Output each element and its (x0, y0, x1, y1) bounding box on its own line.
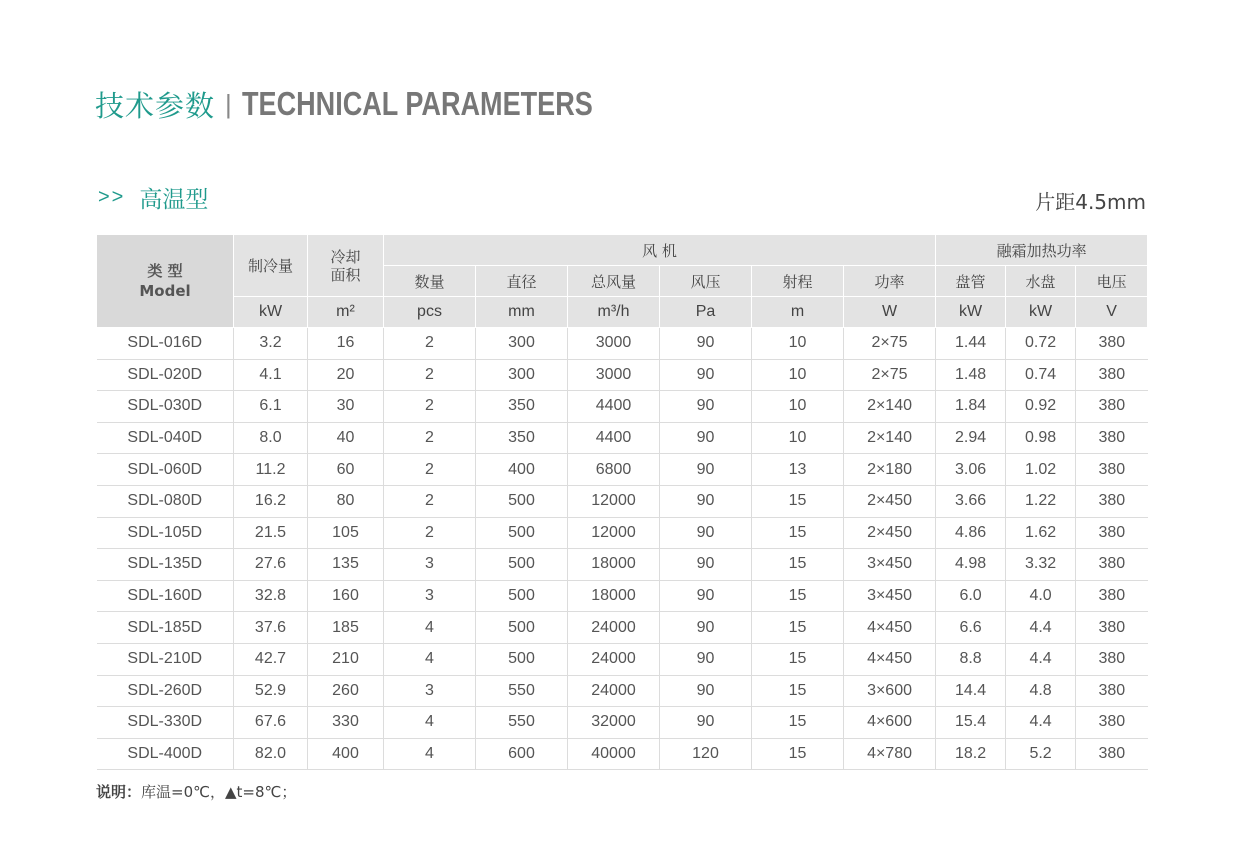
unit-fan-airflow: m³/h (568, 297, 660, 328)
unit-fan-diameter: mm (476, 297, 568, 328)
table-cell: 1.84 (936, 391, 1006, 423)
table-cell: 380 (1076, 485, 1148, 517)
table-cell: 18.2 (936, 738, 1006, 770)
table-cell: 2.94 (936, 422, 1006, 454)
table-cell: 3.32 (1006, 549, 1076, 581)
table-cell: 4.98 (936, 549, 1006, 581)
header-model (97, 235, 234, 328)
model-cell: SDL-210D (97, 643, 234, 675)
table-cell: 32000 (568, 707, 660, 739)
table-cell: 90 (660, 517, 752, 549)
table-cell: 11.2 (234, 454, 308, 486)
header-fan-group: 风 机 (384, 235, 936, 266)
table-cell: 3000 (568, 328, 660, 360)
table-cell: 8.0 (234, 422, 308, 454)
table-cell: 2×140 (844, 391, 936, 423)
table-row (97, 738, 1148, 770)
table-cell: 2 (384, 454, 476, 486)
table-cell: 90 (660, 328, 752, 360)
table-cell: 380 (1076, 359, 1148, 391)
table-cell: 4.4 (1006, 643, 1076, 675)
table-cell: 4.4 (1006, 707, 1076, 739)
fin-spacing-label: 片距4.5mm (1035, 190, 1146, 214)
model-cell: SDL-060D (97, 454, 234, 486)
table-cell: 90 (660, 454, 752, 486)
table-cell: 3.2 (234, 328, 308, 360)
table-row (97, 422, 1148, 454)
table-cell: 4.0 (1006, 580, 1076, 612)
table-cell: 1.48 (936, 359, 1006, 391)
header-fan-pressure: 风压 (660, 266, 752, 297)
header-defrost-coil: 盘管 (936, 266, 1006, 297)
table-cell: 3×450 (844, 580, 936, 612)
table-cell: 300 (476, 359, 568, 391)
table-cell: 42.7 (234, 643, 308, 675)
table-cell: 90 (660, 359, 752, 391)
table-row (97, 580, 1148, 612)
header-defrost-voltage: 电压 (1076, 266, 1148, 297)
table-cell: 550 (476, 675, 568, 707)
table-cell: 24000 (568, 612, 660, 644)
header-fan-diameter: 直径 (476, 266, 568, 297)
section-title: 高温型 (139, 186, 209, 213)
table-row (97, 675, 1148, 707)
unit-fan-throw: m (752, 297, 844, 328)
table-cell: 90 (660, 675, 752, 707)
model-cell: SDL-185D (97, 612, 234, 644)
unit-defrost-coil: kW (936, 297, 1006, 328)
table-cell: 4.86 (936, 517, 1006, 549)
table-cell: 3 (384, 580, 476, 612)
table-cell: 260 (308, 675, 384, 707)
table-cell: 2 (384, 485, 476, 517)
model-cell: SDL-080D (97, 485, 234, 517)
header-fan-qty: 数量 (384, 266, 476, 297)
table-cell: 15 (752, 612, 844, 644)
table-cell: 380 (1076, 391, 1148, 423)
table-cell: 2×140 (844, 422, 936, 454)
model-cell: SDL-020D (97, 359, 234, 391)
unit-capacity: kW (234, 297, 308, 328)
table-cell: 40 (308, 422, 384, 454)
table-cell: 380 (1076, 517, 1148, 549)
header-defrost-group: 融霜加热功率 (936, 235, 1148, 266)
table-cell: 15 (752, 643, 844, 675)
table-cell: 500 (476, 485, 568, 517)
table-cell: 4 (384, 738, 476, 770)
model-cell: SDL-030D (97, 391, 234, 423)
table-cell: 24000 (568, 675, 660, 707)
table-cell: 2×450 (844, 485, 936, 517)
table-cell: 5.2 (1006, 738, 1076, 770)
table-cell: 0.92 (1006, 391, 1076, 423)
table-cell: 80 (308, 485, 384, 517)
table-cell: 160 (308, 580, 384, 612)
header-fan-power: 功率 (844, 266, 936, 297)
table-cell: 14.4 (936, 675, 1006, 707)
table-row (97, 359, 1148, 391)
table-cell: 2 (384, 517, 476, 549)
table-cell: 500 (476, 643, 568, 675)
table-cell: 3.66 (936, 485, 1006, 517)
table-cell: 350 (476, 422, 568, 454)
model-cell: SDL-330D (97, 707, 234, 739)
title-english: TECHNICAL PARAMETERS (241, 85, 593, 122)
table-cell: 90 (660, 612, 752, 644)
table-cell: 10 (752, 422, 844, 454)
table-cell: 90 (660, 580, 752, 612)
table-cell: 0.74 (1006, 359, 1076, 391)
table-cell: 1.02 (1006, 454, 1076, 486)
table-cell: 6800 (568, 454, 660, 486)
table-row (97, 391, 1148, 423)
unit-area: m² (308, 297, 384, 328)
table-cell: 67.6 (234, 707, 308, 739)
table-cell: 15 (752, 580, 844, 612)
model-cell: SDL-105D (97, 517, 234, 549)
model-cell: SDL-260D (97, 675, 234, 707)
table-cell: 4 (384, 643, 476, 675)
table-cell: 500 (476, 580, 568, 612)
table-cell: 15 (752, 485, 844, 517)
table-cell: 380 (1076, 454, 1148, 486)
table-cell: 135 (308, 549, 384, 581)
table-cell: 4×450 (844, 612, 936, 644)
table-cell: 4 (384, 707, 476, 739)
table-row (97, 454, 1148, 486)
table-cell: 16.2 (234, 485, 308, 517)
table-cell: 90 (660, 549, 752, 581)
page-title (95, 82, 670, 126)
table-cell: 10 (752, 391, 844, 423)
table-cell: 3×450 (844, 549, 936, 581)
model-cell: SDL-135D (97, 549, 234, 581)
table-cell: 1.22 (1006, 485, 1076, 517)
table-cell: 300 (476, 328, 568, 360)
table-cell: 90 (660, 707, 752, 739)
model-cell: SDL-160D (97, 580, 234, 612)
header-capacity: 制冷量 (234, 235, 308, 297)
table-cell: 24000 (568, 643, 660, 675)
table-cell: 15 (752, 517, 844, 549)
table-cell: 13 (752, 454, 844, 486)
title-chinese: 技术参数 (95, 88, 216, 123)
table-cell: 400 (476, 454, 568, 486)
table-cell: 380 (1076, 643, 1148, 675)
header-defrost-tray: 水盘 (1006, 266, 1076, 297)
header-area: 冷却面积 (308, 235, 384, 297)
table-cell: 4.1 (234, 359, 308, 391)
table-cell: 380 (1076, 422, 1148, 454)
table-cell: 15 (752, 707, 844, 739)
table-cell: 82.0 (234, 738, 308, 770)
table-cell: 10 (752, 328, 844, 360)
table-cell: 90 (660, 391, 752, 423)
table-cell: 210 (308, 643, 384, 675)
title-separator: | (225, 88, 232, 119)
table-row (97, 485, 1148, 517)
table-cell: 2 (384, 328, 476, 360)
table-cell: 500 (476, 549, 568, 581)
table-cell: 18000 (568, 580, 660, 612)
table-cell: 27.6 (234, 549, 308, 581)
parameters-table (96, 234, 1148, 770)
table-cell: 6.0 (936, 580, 1006, 612)
table-cell: 2×75 (844, 359, 936, 391)
header-fan-airflow: 总风量 (568, 266, 660, 297)
table-cell: 90 (660, 643, 752, 675)
table-cell: 380 (1076, 328, 1148, 360)
table-cell: 3 (384, 549, 476, 581)
double-chevron-icon: >> (98, 185, 126, 208)
table-cell: 380 (1076, 707, 1148, 739)
table-cell: 32.8 (234, 580, 308, 612)
table-cell: 2 (384, 359, 476, 391)
table-cell: 120 (660, 738, 752, 770)
table-cell: 2×180 (844, 454, 936, 486)
table-body (97, 328, 1148, 770)
table-cell: 500 (476, 612, 568, 644)
model-cell: SDL-040D (97, 422, 234, 454)
table-cell: 550 (476, 707, 568, 739)
table-cell: 10 (752, 359, 844, 391)
table-row (97, 707, 1148, 739)
table-cell: 6.1 (234, 391, 308, 423)
table-cell: 15 (752, 738, 844, 770)
table-cell: 350 (476, 391, 568, 423)
table-cell: 330 (308, 707, 384, 739)
table-row (97, 612, 1148, 644)
table-cell: 12000 (568, 485, 660, 517)
table-cell: 0.72 (1006, 328, 1076, 360)
table-cell: 3 (384, 675, 476, 707)
table-cell: 16 (308, 328, 384, 360)
table-cell: 15 (752, 549, 844, 581)
unit-defrost-tray: kW (1006, 297, 1076, 328)
table-cell: 0.98 (1006, 422, 1076, 454)
table-cell: 21.5 (234, 517, 308, 549)
table-cell: 4×600 (844, 707, 936, 739)
table-cell: 4.4 (1006, 612, 1076, 644)
unit-fan-qty: pcs (384, 297, 476, 328)
footnote-text: 库温=0℃，▲t=8℃； (141, 783, 297, 801)
table-cell: 2 (384, 422, 476, 454)
table-cell: 500 (476, 517, 568, 549)
unit-fan-power: W (844, 297, 936, 328)
table-cell: 2 (384, 391, 476, 423)
table-cell: 18000 (568, 549, 660, 581)
table-cell: 15.4 (936, 707, 1006, 739)
table-cell: 15 (752, 675, 844, 707)
table-cell: 600 (476, 738, 568, 770)
model-cell: SDL-016D (97, 328, 234, 360)
unit-fan-pressure: Pa (660, 297, 752, 328)
table-cell: 52.9 (234, 675, 308, 707)
unit-defrost-voltage: V (1076, 297, 1148, 328)
section-heading (98, 180, 208, 214)
table-cell: 400 (308, 738, 384, 770)
table-cell: 12000 (568, 517, 660, 549)
table-cell: 30 (308, 391, 384, 423)
table-cell: 4.8 (1006, 675, 1076, 707)
table-cell: 60 (308, 454, 384, 486)
table-cell: 2×450 (844, 517, 936, 549)
table-row (97, 643, 1148, 675)
table-cell: 4×780 (844, 738, 936, 770)
model-cell: SDL-400D (97, 738, 234, 770)
table-cell: 380 (1076, 549, 1148, 581)
footnote (96, 781, 296, 802)
header-model-cn: 类 型 (147, 262, 183, 280)
table-cell: 4×450 (844, 643, 936, 675)
table-cell: 3000 (568, 359, 660, 391)
table-cell: 20 (308, 359, 384, 391)
table-cell: 380 (1076, 675, 1148, 707)
table-cell: 2×75 (844, 328, 936, 360)
table-cell: 90 (660, 422, 752, 454)
table-cell: 380 (1076, 580, 1148, 612)
footnote-label: 说明： (96, 783, 142, 801)
table-cell: 1.62 (1006, 517, 1076, 549)
table-cell: 380 (1076, 738, 1148, 770)
table-cell: 6.6 (936, 612, 1006, 644)
table-cell: 380 (1076, 612, 1148, 644)
table-cell: 4400 (568, 391, 660, 423)
table-cell: 90 (660, 485, 752, 517)
table-cell: 3×600 (844, 675, 936, 707)
table-cell: 8.8 (936, 643, 1006, 675)
header-fan-throw: 射程 (752, 266, 844, 297)
header-model-en: Model (139, 282, 191, 300)
table-row (97, 549, 1148, 581)
table-cell: 40000 (568, 738, 660, 770)
table-cell: 3.06 (936, 454, 1006, 486)
table-cell: 4400 (568, 422, 660, 454)
table-cell: 185 (308, 612, 384, 644)
table-row (97, 328, 1148, 360)
table-cell: 37.6 (234, 612, 308, 644)
table-cell: 105 (308, 517, 384, 549)
table-row (97, 517, 1148, 549)
table-cell: 4 (384, 612, 476, 644)
table-cell: 1.44 (936, 328, 1006, 360)
